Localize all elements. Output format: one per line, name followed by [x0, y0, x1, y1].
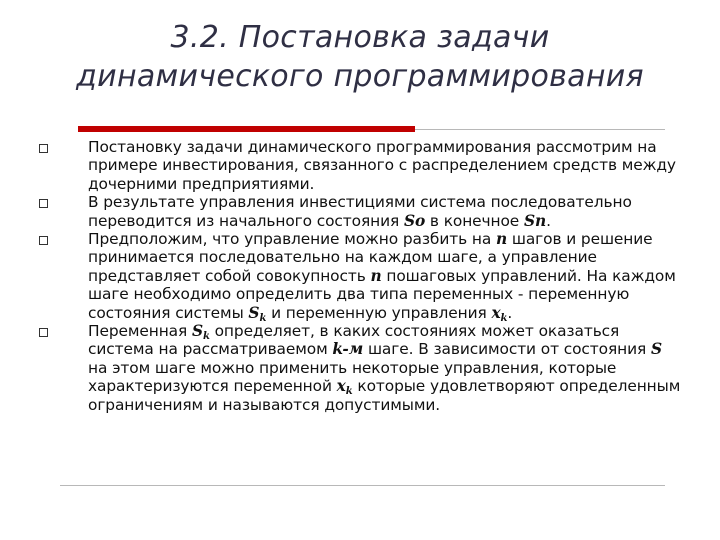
slide-title-line-2: динамического программирования	[76, 59, 644, 94]
bullet-4-text-3: шаге. В зависимости от состояния	[363, 340, 651, 359]
hollow-square-icon	[39, 199, 48, 208]
bullet-2-text-3: .	[546, 211, 551, 230]
bullet-2-text-1: В результате управления инвестициями система последовательно переводится из начального состояния	[88, 193, 632, 230]
bullet-4-text-4: на этом шаге можно применить некоторые управления, которые характеризуются переменной	[88, 358, 617, 396]
bullet-3-math-1: n	[495, 230, 508, 249]
bullet-3-math-4: x	[491, 303, 501, 322]
bullet-3-text-1: Предположим, что управление можно разбить на	[88, 230, 496, 249]
bullet-2-math-2: Sn	[523, 211, 547, 230]
bullet-item-4	[0, 322, 720, 414]
bullet-item-1	[0, 138, 720, 193]
bullet-3-text-3: пошаговых управлений. На каждом шаге необходимо определить два типа переменных - переменную состояния системы	[88, 266, 676, 322]
bullet-4-text-1: Переменная	[88, 322, 192, 341]
hollow-square-icon	[39, 328, 48, 337]
bullet-3-text-2: шагов и решение принимается последовательно на каждом шаге, а управление представляет собой совокупность	[88, 230, 653, 285]
hollow-square-icon	[39, 236, 48, 245]
hollow-square-icon	[39, 144, 48, 153]
slide-body	[0, 138, 720, 414]
bullet-3-math-3: S	[248, 303, 260, 322]
bullet-item-2	[0, 193, 720, 230]
bullet-4-subscript-1: k	[202, 331, 210, 343]
bullet-3-subscript-3: k	[259, 312, 267, 324]
bullet-4-text-2: определяет, в каких состояниях может оказаться система на рассматриваемом	[88, 322, 620, 359]
title-thin-rule	[415, 129, 665, 130]
bullet-4-math-1: S	[191, 322, 203, 341]
bottom-thin-rule	[60, 485, 665, 486]
slide-title-line-1: 3.2. Постановка задачи	[170, 20, 550, 55]
bullet-1-text: Постановку задачи динамического программирования рассмотрим на примере инвестирования, связанного с распределением средств между дочерними предприятиями.	[88, 138, 676, 193]
bullet-3-subscript-4: k	[500, 312, 508, 324]
slide-title	[0, 18, 720, 96]
title-accent-rule	[78, 126, 415, 132]
bullet-3-text-4: и переменную управления	[266, 303, 492, 322]
bullet-item-3	[0, 230, 720, 322]
bullet-4-math-3: S	[650, 340, 662, 359]
bullet-2-math-1: So	[403, 211, 426, 230]
bullet-2-text-2: в конечное	[425, 211, 524, 230]
bullet-3-text-5: .	[507, 303, 513, 322]
bullet-4-subscript-4: k	[345, 386, 353, 398]
bullet-4-math-2: k-м	[332, 340, 364, 359]
bullet-4-math-4: x	[336, 377, 346, 396]
bullet-4-text-5: которые удовлетворяют определенным ограничениям и называются допустимыми.	[88, 377, 681, 414]
bullet-3-math-2: n	[370, 266, 382, 285]
